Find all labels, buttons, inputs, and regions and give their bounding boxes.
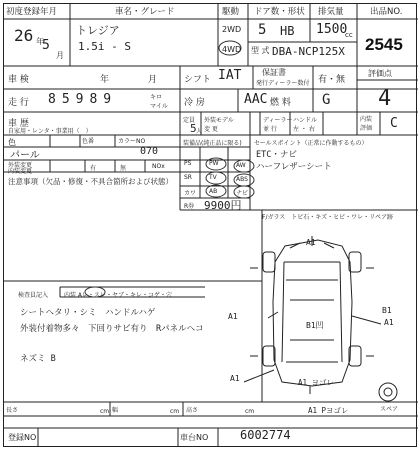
drive-4wd: 4WD xyxy=(222,45,242,54)
sales-point-1: ETC・ナビ xyxy=(256,150,297,160)
fuel-value: G xyxy=(322,92,331,108)
inspection-year: 年 xyxy=(100,75,110,85)
displacement-header: 排気量 xyxy=(318,7,344,17)
equip-abs: ABS xyxy=(236,176,248,183)
reg-no-label: 登録NO xyxy=(8,433,37,442)
mileage-label: 走 行 xyxy=(8,98,29,108)
usage-options: 自家用・レンタ・事業用（ ） xyxy=(8,128,92,135)
lot-header: 出品NO. xyxy=(370,7,403,17)
height-unit: cm xyxy=(245,408,255,415)
length-unit: cm xyxy=(100,408,110,415)
recycle-yes: 有 xyxy=(90,165,97,172)
shift-label: シフト xyxy=(184,75,212,85)
warranty-sub: 発行ディーラー数付 xyxy=(256,80,310,87)
doors-value: 5 xyxy=(258,22,267,38)
damage-roof: B1凹 xyxy=(306,321,324,330)
spare-label: スペア xyxy=(380,406,399,413)
height-label: 高さ xyxy=(186,407,199,414)
damage-left: A1 xyxy=(228,312,238,321)
equip-kawa: カワ xyxy=(184,190,197,197)
inspection-month: 月 xyxy=(148,75,158,85)
usage-label: 車 歴 xyxy=(8,119,29,129)
length-label: 長さ xyxy=(6,407,19,414)
inspector-options: 内装 Aレ・スレ・ヤブ・キレ・コゲ・穴 xyxy=(64,292,172,299)
sales-point-header: セールスポイント（正常に作動するもの） xyxy=(254,140,368,147)
inspector-note-2: 外装付着物多々 下回りサビ有り Rパネルへコ xyxy=(20,324,204,334)
car-name-value: トレジア xyxy=(76,24,120,37)
drive-header: 駆動 xyxy=(222,7,240,17)
name-grade-header: 車名・グレード xyxy=(115,7,175,17)
r-deposit-label: R券 xyxy=(184,203,195,210)
model-label: 型 式 xyxy=(251,46,270,55)
inspector-note-1: シートヘタリ・シミ ハンドルハゲ xyxy=(20,308,156,318)
ac-label: 冷 房 xyxy=(184,98,205,108)
model-code: DBA-NCP125X xyxy=(272,45,345,58)
fuel-label: 燃 料 xyxy=(270,98,291,108)
drive-2wd: 2WD xyxy=(222,25,242,34)
notes-title: 注意事項（欠品・修復・不具合箇所および状態） xyxy=(8,177,173,186)
chassis-no-value: 6002774 xyxy=(240,428,291,442)
shift-value: IAT xyxy=(218,68,242,83)
cc-unit: cc xyxy=(345,31,353,39)
reg-month-value: 5 xyxy=(42,38,50,53)
inspector-title: 検査員記入 xyxy=(18,292,49,299)
warranty-options: 有・無 xyxy=(318,75,346,85)
equip-ab: AB xyxy=(209,188,218,195)
dealer-label: ディーラー 並 行 xyxy=(263,117,293,133)
r-deposit-value: 9900円 xyxy=(204,199,242,212)
exterior-change: 外装モデル 変 更 xyxy=(204,117,234,133)
inspection-label: 車 検 xyxy=(8,75,29,85)
equipment-header: 装備品(純正品に限る) xyxy=(183,140,242,147)
warranty-label: 保証書 xyxy=(262,68,286,77)
damage-right-a1: A1 xyxy=(384,318,394,327)
nox-label: NOx xyxy=(152,163,165,170)
rating-title: 評価点 xyxy=(368,69,392,78)
capacity-label: 定員 xyxy=(183,117,196,124)
rating-value: 4 xyxy=(378,86,392,111)
color-number-label: 色番 xyxy=(82,138,95,145)
recycle-no: 無 xyxy=(120,165,127,172)
inspector-note-3: ネズミ B xyxy=(20,354,56,364)
damage-rear: A1 ヨゴレ xyxy=(298,378,335,387)
damage-rear-left: A1 xyxy=(230,374,240,383)
doors-shape-header: ドア数・形状 xyxy=(254,7,305,17)
color-code-label: カラーNO xyxy=(118,138,146,145)
mileage-unit: キロ マイル xyxy=(150,94,168,110)
first-reg-header: 初度登録年月 xyxy=(6,7,58,17)
ac-value: AAC xyxy=(244,92,268,107)
equip-sr: SR xyxy=(184,174,192,181)
interior-label: 内装 評価 xyxy=(360,116,373,132)
color-label: 色 xyxy=(8,138,16,147)
equip-tv: TV xyxy=(209,174,217,181)
shape-value: HB xyxy=(280,24,295,38)
damage-front: A1 xyxy=(306,238,316,247)
grade-value: 1.5i - S xyxy=(78,40,131,53)
outer-change-label: 外装変更 xyxy=(8,162,33,169)
inner-change-label: 内装変更 xyxy=(8,168,33,175)
equip-pw: PW xyxy=(209,160,219,167)
capacity-value: 5 xyxy=(190,122,197,135)
sales-point-2: ハーフレザーシート xyxy=(256,162,332,172)
interior-value: C xyxy=(390,116,398,131)
width-unit: cm xyxy=(170,408,180,415)
width-label: 幅 xyxy=(112,407,119,414)
handle-label: ハンドル 左 ・ 右 xyxy=(293,117,318,133)
chassis-no-label: 車台NO xyxy=(180,433,209,442)
color-code-value: 070 xyxy=(140,146,159,157)
year-unit: 年 xyxy=(36,37,44,46)
month-unit: 月 xyxy=(56,51,64,60)
damage-right-b1: B1 xyxy=(382,306,392,315)
displacement-value: 1500 xyxy=(316,22,348,37)
lot-number: 2545 xyxy=(365,35,403,54)
color-value: パール xyxy=(10,150,40,161)
equip-navi: ナビ xyxy=(236,190,249,197)
glass-line: F/ガラス トビ石・キズ・ヒビ・ワレ・リペア跡 xyxy=(262,214,394,221)
equip-ps: PS xyxy=(184,160,192,167)
reg-year-value: 26 xyxy=(14,26,34,45)
equip-aw: AW xyxy=(236,162,246,169)
capacity-unit: 人 xyxy=(196,128,203,135)
damage-bumper: A1 Pヨゴレ xyxy=(308,406,349,415)
mileage-value: 85989 xyxy=(48,92,118,107)
